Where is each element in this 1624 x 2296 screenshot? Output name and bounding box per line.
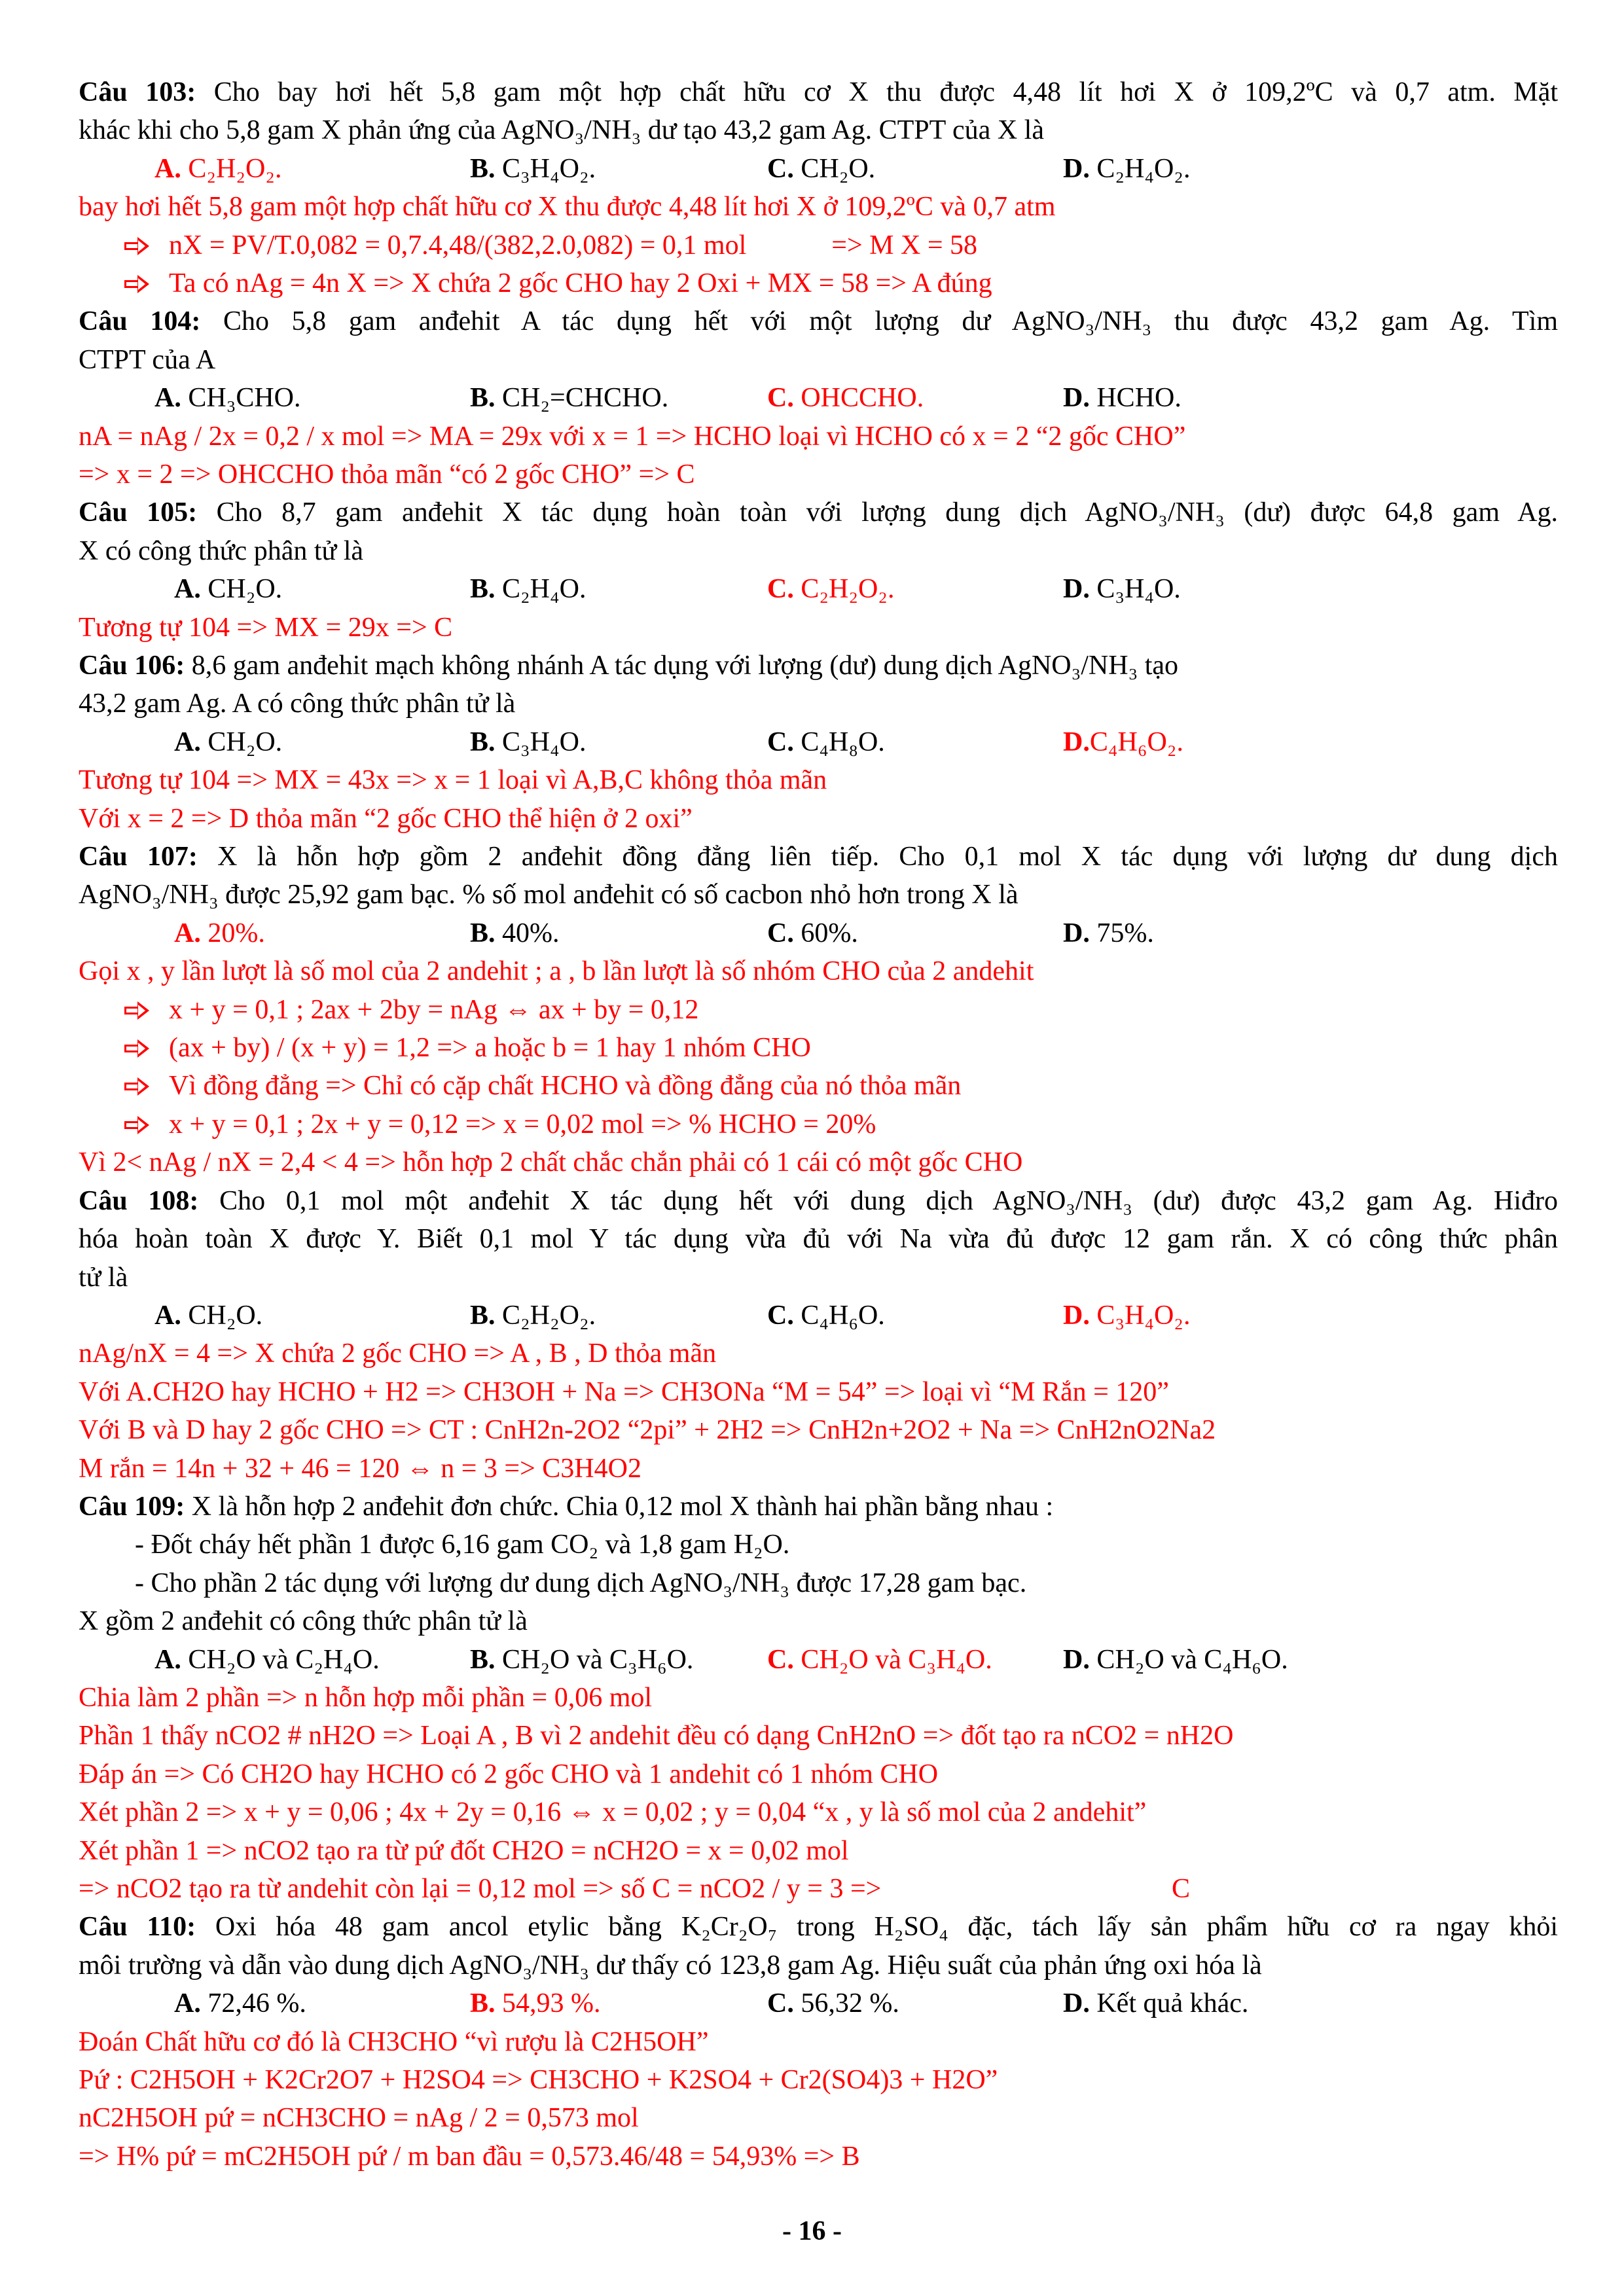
solution-line: Tương tự 104 => MX = 43x => x = 1 loại vì A,B,C không thỏa mãn	[79, 765, 827, 796]
option-b: B. CH₂=CHCHO.	[470, 383, 669, 414]
question-107-stem: Câu 107: X là hỗn hợp gồm 2 anđehit đồng đẳng liên tiếp. Cho 0,1 mol X tác dụng với lượng dư dung dịch	[79, 842, 1558, 872]
option-c: C. CH₂O.	[767, 153, 876, 184]
question-label: Câu 104:	[79, 306, 201, 337]
option-d: D. HCHO.	[1063, 383, 1182, 414]
question-label: Câu 107:	[79, 842, 198, 872]
arrow-right-icon	[124, 1001, 151, 1020]
solution-line: Pứ : C2H5OH + K2Cr2O7 + H2SO4 => CH3CHO + K2SO4 + Cr2(SO4)3 + H2O”	[79, 2065, 998, 2095]
question-106-stem-cont: 43,2 gam Ag. A có công thức phân tử là	[79, 689, 516, 719]
question-109-stem: Câu 109: X là hỗn hợp 2 anđehit đơn chức. Chia 0,12 mol X thành hai phần bằng nhau :	[79, 1491, 1054, 1522]
question-106-stem: Câu 106: 8,6 gam anđehit mạch không nhánh A tác dụng với lượng (dư) dung dịch AgNO₃/NH₃ tạo	[79, 651, 1179, 681]
option-b: B. C₃H₄O₂.	[470, 153, 596, 184]
option-c: C. C₄H₆O.	[767, 1300, 885, 1331]
solution-line: nA = nAg / 2x = 0,2 / x mol => MA = 29x với x = 1 => HCHO loại vì HCHO có x = 2 “2 gốc CHO”	[79, 421, 1186, 452]
option-c: C. 56,32 %.	[767, 1988, 899, 2019]
solution-line: => nCO2 tạo ra từ andehit còn lại = 0,12 mol => số C = nCO2 / y = 3 => C	[79, 1870, 1558, 1908]
question-105-stem: Câu 105: Cho 8,7 gam anđehit X tác dụng hoàn toàn với lượng dung dịch AgNO₃/NH₃ (dư) được 64,8 gam Ag.	[79, 497, 1558, 528]
solution-line: Vì đồng đẳng => Chỉ có cặp chất HCHO và đồng đẳng của nó thỏa mãn	[79, 1067, 1558, 1105]
option-c: C. OHCCHO.	[767, 383, 924, 414]
solution-line: x + y = 0,1 ; 2ax + 2by = nAg ⇔ ax + by = 0,12	[79, 991, 1558, 1029]
solution-line: Với B và D hay 2 gốc CHO => CT : CnH2n-2O2 “2pi” + 2H2 => CnH2n+2O2 + Na => CnH2nO2Na2	[79, 1415, 1216, 1446]
question-label: Câu 105:	[79, 497, 198, 528]
question-107-stem-cont: AgNO₃/NH₃ được 25,92 gam bạc. % số mol anđehit có số cacbon nhỏ hơn trong X là	[79, 880, 1019, 910]
option-d: D. C₃H₄O.	[1063, 574, 1181, 605]
option-d: D. Kết quả khác.	[1063, 1988, 1249, 2019]
solution-line: Gọi x , y lần lượt là số mol của 2 andehit ; a , b lần lượt là số nhóm CHO của 2 andehit	[79, 956, 1034, 987]
arrow-right-icon	[124, 1116, 151, 1134]
option-c: C. 60%.	[767, 918, 858, 948]
option-d: D. C₂H₄O₂.	[1063, 153, 1191, 184]
option-b: B. 40%.	[470, 918, 560, 948]
page-number: - 16 -	[782, 2216, 842, 2246]
option-b: B. C₂H₂O₂.	[470, 1300, 596, 1331]
question-109-part-1: - Đốt cháy hết phần 1 được 6,16 gam CO₂ và 1,8 gam H₂O.	[135, 1530, 790, 1560]
question-107-options	[79, 914, 1558, 952]
solution-line: Tương tự 104 => MX = 29x => C	[79, 612, 453, 643]
solution-line: (ax + by) / (x + y) = 1,2 => a hoặc b = 1 hay 1 nhóm CHO	[79, 1029, 1558, 1067]
question-103-stem: Câu 103: Cho bay hơi hết 5,8 gam một hợp chất hữu cơ X thu được 4,48 lít hơi X ở 109,2ºC và 0,7 atm. Mặt	[79, 77, 1559, 107]
question-109-part-2: - Cho phần 2 tác dụng với lượng dư dung dịch AgNO₃/NH₃ được 17,28 gam bạc.	[135, 1568, 1027, 1598]
question-109-stem-cont: X gồm 2 anđehit có công thức phân tử là	[79, 1606, 528, 1637]
question-label: Câu 110:	[79, 1912, 196, 1943]
solution-line: Phần 1 thấy nCO2 # nH2O => Loại A , B vì 2 andehit đều có dạng CnH2nO => đốt tạo ra nCO2 = nH2O	[79, 1721, 1234, 1751]
question-109-options	[79, 1641, 1558, 1679]
option-d: D. 75%.	[1063, 918, 1154, 948]
solution-line: Với x = 2 => D thỏa mãn “2 gốc CHO thể hiện ở 2 oxi”	[79, 803, 693, 834]
option-c: C. C₂H₂O₂.	[767, 574, 895, 605]
question-104-stem: Câu 104: Cho 5,8 gam anđehit A tác dụng hết với một lượng dư AgNO₃/NH₃ thu được 43,2 gam Ag. Tìm	[79, 306, 1558, 337]
question-105-options	[79, 570, 1558, 608]
arrow-right-icon	[124, 275, 151, 293]
option-b: B. 54,93 %.	[470, 1988, 601, 2019]
option-b: B. C₃H₄O.	[470, 726, 586, 757]
solution-line: Đáp án => Có CH2O hay HCHO có 2 gốc CHO và 1 andehit có 1 nhóm CHO	[79, 1759, 939, 1789]
option-b: B. C₂H₄O.	[470, 574, 586, 605]
question-label: Câu 103:	[79, 77, 196, 107]
option-a: A. CH₂O.	[154, 1300, 263, 1331]
solution-line: Ta có nAg = 4n X => X chứa 2 gốc CHO hay 2 Oxi + MX = 58 => A đúng	[79, 264, 1558, 302]
arrow-right-icon	[124, 1077, 151, 1096]
question-label: Câu 106:	[79, 651, 185, 681]
solution-line: => H% pứ = mC2H5OH pứ / m ban đầu = 0,573.46/48 = 54,93% => B	[79, 2141, 860, 2172]
question-label: Câu 109:	[79, 1491, 185, 1522]
option-a: A. CH₂O.	[174, 726, 283, 757]
solution-line: nAg/nX = 4 => X chứa 2 gốc CHO => A , B , D thỏa mãn	[79, 1338, 717, 1369]
option-a: A. 72,46 %.	[174, 1988, 306, 2019]
option-d: D. C₃H₄O₂.	[1063, 1300, 1191, 1331]
question-103-stem-cont: khác khi cho 5,8 gam X phản ứng của AgNO₃/NH₃ dư tạo 43,2 gam Ag. CTPT của X là	[79, 115, 1044, 146]
option-a: A. C₂H₂O₂.	[154, 153, 282, 184]
option-a: A. CH₃CHO.	[154, 383, 301, 414]
solution-line: bay hơi hết 5,8 gam một hợp chất hữu cơ X thu được 4,48 lít hơi X ở 109,2ºC và 0,7 atm	[79, 192, 1056, 223]
option-a: A. CH₂O và C₂H₄O.	[154, 1644, 380, 1675]
option-a: A. CH₂O.	[174, 574, 283, 605]
question-104-stem-cont: CTPT của A	[79, 344, 216, 375]
question-108-stem-cont: tử là	[79, 1262, 128, 1293]
answer-letter: C	[1172, 1873, 1191, 1904]
solution-line: nX = PV/T.0,082 = 0,7.4,48/(382,2.0,082) = 0,1 mol => M X = 58	[79, 226, 1558, 264]
solution-line: Xét phần 1 => nCO2 tạo ra từ pứ đốt CH2O = nCH2O = x = 0,02 mol	[79, 1835, 849, 1866]
question-103-options	[79, 150, 1558, 188]
option-c: C. C₄H₈O.	[767, 726, 885, 757]
option-d: D. CH₂O và C₄H₆O.	[1063, 1644, 1288, 1675]
question-110-stem-cont: môi trường và dẫn vào dung dịch AgNO₃/NH₃ dư thấy có 123,8 gam Ag. Hiệu suất của phản ứng oxi hóa là	[79, 1950, 1262, 1981]
option-b: B. CH₂O và C₃H₆O.	[470, 1644, 694, 1675]
question-label: Câu 108:	[79, 1185, 199, 1216]
solution-line: Chia làm 2 phần => n hỗn hợp mỗi phần = 0,06 mol	[79, 1682, 653, 1713]
solution-line: x + y = 0,1 ; 2x + y = 0,12 => x = 0,02 mol => % HCHO = 20%	[79, 1105, 1558, 1143]
question-106-options	[79, 723, 1558, 761]
solution-line: M rắn = 14n + 32 + 46 = 120 ⇔ n = 3 => C3H4O2	[79, 1453, 641, 1484]
option-a: A. 20%.	[174, 918, 265, 948]
question-108-stem-cont: hóa hoàn toàn X được Y. Biết 0,1 mol Y tác dụng vừa đủ với Na vừa đủ được 12 gam rắn. X có công thức phân	[79, 1224, 1558, 1255]
question-110-stem: Câu 110: Oxi hóa 48 gam ancol etylic bằng K₂Cr₂O₇ trong H₂SO₄ đặc, tách lấy sản phẩm hữu cơ ra ngay khỏi	[79, 1912, 1558, 1943]
question-105-stem-cont: X có công thức phân tử là	[79, 535, 364, 566]
solution-line: Xét phần 2 => x + y = 0,06 ; 4x + 2y = 0,16 ⇔ x = 0,02 ; y = 0,04 “x , y là số mol của 2 andehit”	[79, 1797, 1147, 1828]
arrow-right-icon	[124, 237, 151, 255]
question-110-options	[79, 1984, 1558, 2022]
document-page	[79, 73, 1558, 2176]
option-d: D.C₄H₆O₂.	[1063, 726, 1183, 757]
arrow-right-icon	[124, 1039, 151, 1058]
option-c: C. CH₂O và C₃H₄O.	[767, 1644, 992, 1675]
solution-line: Vì 2< nAg / nX = 2,4 < 4 => hỗn hợp 2 chất chắc chắn phải có 1 cái có một gốc CHO	[79, 1147, 1023, 1178]
question-104-options	[79, 379, 1558, 417]
question-108-options	[79, 1297, 1558, 1335]
solution-line: Với A.CH2O hay HCHO + H2 => CH3OH + Na => CH3ONa “M = 54” => loại vì “M Rắn = 120”	[79, 1376, 1169, 1407]
solution-line: nC2H5OH pứ = nCH3CHO = nAg / 2 = 0,573 mol	[79, 2103, 639, 2134]
question-108-stem: Câu 108: Cho 0,1 mol một anđehit X tác dụng hết với dung dịch AgNO₃/NH₃ (dư) được 43,2 gam Ag. Hiđro	[79, 1185, 1558, 1216]
solution-line: Đoán Chất hữu cơ đó là CH3CHO “vì rượu là C2H5OH”	[79, 2026, 709, 2057]
solution-line: => x = 2 => OHCCHO thỏa mãn “có 2 gốc CHO” => C	[79, 459, 695, 490]
